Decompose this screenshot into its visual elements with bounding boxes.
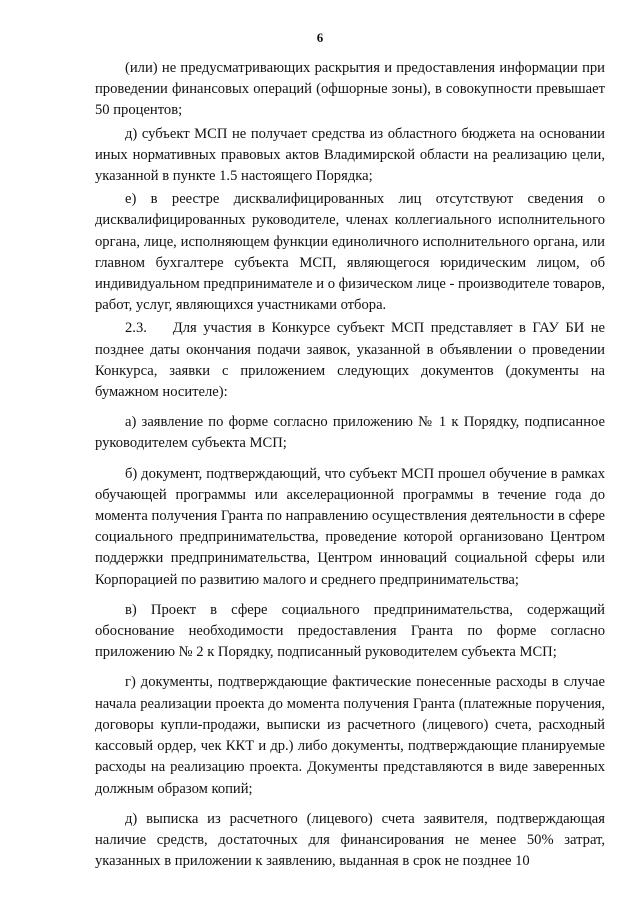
paragraph: д) субъект МСП не получает средства из областного бюджета на основании иных нормативных правовых актов Владимирской области на реализацию цели, указанной в пункте 1.5 настоящего Порядка; xyxy=(95,125,609,185)
document-body xyxy=(95,58,609,872)
paragraph: г) документы, подтверждающие фактические понесенные расходы в случае начала реализации проекта до момента получения Гранта (платежные поручения, договоры купли-продажи, выписки из расчетного (лицевого) счета, расходный кассовый ордер, чек ККТ и др.) либо документы, подтверждающие планируемые расходы на реализацию проекта. Документы представляются в виде заверенных должным образом копий; xyxy=(95,674,609,797)
page-number: 6 xyxy=(316,30,324,45)
paragraph: (или) не предусматривающих раскрытия и предоставления информации при проведении финансовых операций (офшорные зоны), в совокупности превышает 50 процентов; xyxy=(95,60,609,119)
paragraph: е) в реестре дисквалифицированных лиц отсутствуют сведения о дисквалифицированных руководителе, членах коллегиального исполнительного органа, лице, исполняющем функции единоличного исполнительного органа, или главном бухгалтере субъекта МСП, являющегося юридическим лицом, об индивидуальном предпринимателе и о физическом лице - производителе товаров, работ, услуг, являющихся участниками отбора. xyxy=(95,191,609,314)
paragraph: в) Проект в сфере социального предпринимательства, содержащий обоснование необходимости предоставления Гранта по форме согласно приложению № 2 к Порядку, подписанный руководителем субъекта МСП; xyxy=(95,601,609,661)
paragraph: б) документ, подтверждающий, что субъект МСП прошел обучение в рамках обучающей программы или акселерационной программы в течение года до момента получения Гранта по направлению осуществления деятельности в сфере социального предпринимательства, проведение которой организовано Центром поддержки предпринимательства, Центром инноваций социальной сферы или Корпорацией по развитию малого и среднего предпринимательства; xyxy=(95,465,609,588)
paragraph: д) выписка из расчетного (лицевого) счета заявителя, подтверждающая наличие средств, достаточных для финансирования не менее 50% затрат, указанных в приложении к заявлению, выданная в срок не позднее 10 xyxy=(95,810,609,870)
paragraph: 2.3. Для участия в Конкурсе субъект МСП представляет в ГАУ БИ не позднее даты окончания подачи заявок, указанной в объявлении о проведении Конкурса, заявки с приложением следующих документов (документы на бумажном носителе): xyxy=(95,320,609,401)
paragraph: а) заявление по форме согласно приложению № 1 к Порядку, подписанное руководителем субъекта МСП; xyxy=(95,414,609,452)
